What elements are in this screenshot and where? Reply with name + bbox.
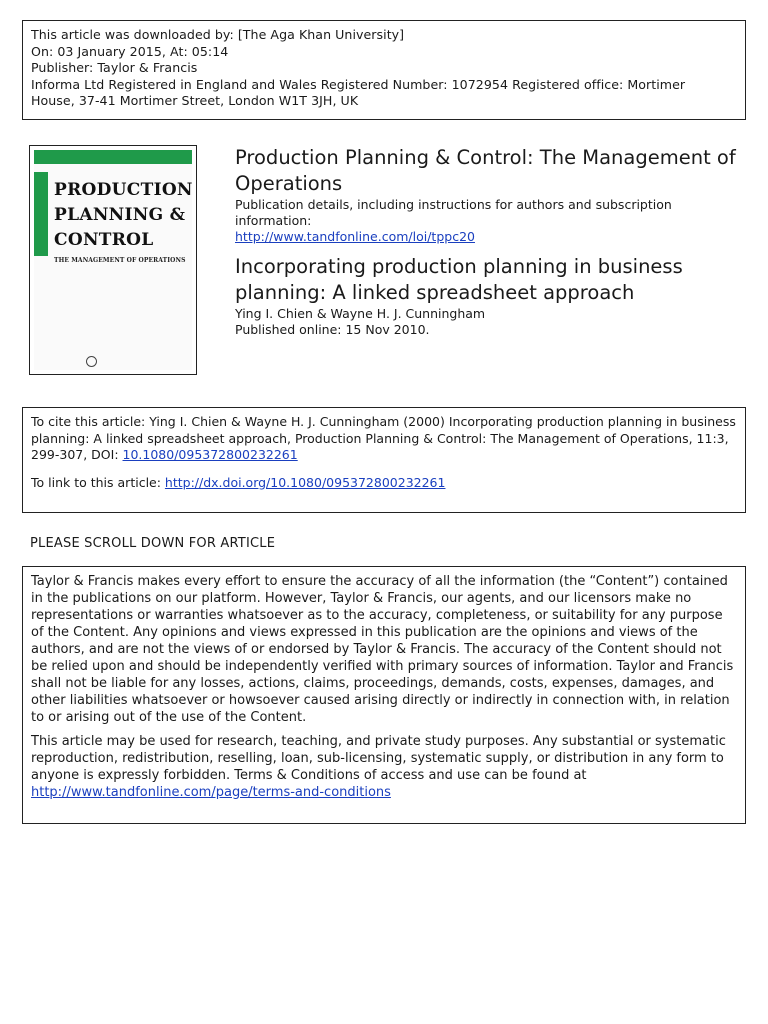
cover-top-strip	[34, 150, 192, 164]
journal-cover-image	[29, 145, 197, 375]
cover-title-line-1: PRODUCTION	[54, 180, 193, 200]
publisher-logo-icon	[86, 356, 97, 367]
cover-green-bar	[34, 172, 48, 256]
citation-box	[22, 407, 746, 513]
cover-title	[54, 178, 193, 253]
published-date: Published online: 15 Nov 2010.	[235, 322, 430, 337]
terms-conditions-link[interactable]: http://www.tandfonline.com/page/terms-and-conditions	[31, 785, 391, 800]
article-title: Incorporating production planning in business planning: A linked spreadsheet approach	[235, 255, 683, 304]
link-to-article	[31, 475, 737, 492]
article-doi-url-link[interactable]: http://dx.doi.org/10.1080/095372800232261	[164, 474, 446, 490]
journal-url-link[interactable]: http://www.tandfonline.com/loi/tppc20	[235, 229, 475, 244]
cover-title-line-2: PLANNING &	[54, 205, 186, 225]
publication-details: Publication details, including instructions for authors and subscription information:	[235, 197, 672, 228]
download-info-box	[22, 20, 746, 120]
publisher-line: Publisher: Taylor & Francis	[31, 60, 198, 75]
link-label: To link to this article:	[31, 474, 165, 490]
downloaded-by-line: This article was downloaded by: [The Aga Khan University]	[31, 27, 405, 42]
scroll-notice: PLEASE SCROLL DOWN FOR ARTICLE	[30, 536, 276, 551]
doi-link[interactable]: 10.1080/095372800232261	[122, 447, 298, 462]
usage-terms-text: This article may be used for research, teaching, and private study purposes. Any substantial or systematic reproduction, redistribution, reselling, loan, sub-licensing, systematic supply, or distribution in any form to anyone is expressly forbidden. Terms & Conditions of access and use can be found at	[31, 734, 726, 783]
disclaimer-box	[22, 566, 746, 824]
citation-body: To cite this article: Ying I. Chien & Wayne H. J. Cunningham (2000) Incorporating production planning in business planning: A linked spreadsheet approach, Production Planning & Control: The Management of Operations, 11:3, 299-307, DOI:	[31, 414, 736, 462]
address-line: House, 37-41 Mortimer Street, London W1T 3JH, UK	[31, 93, 359, 108]
cover-page	[34, 150, 192, 370]
cover-subtitle: THE MANAGEMENT OF OPERATIONS	[54, 257, 186, 264]
journal-title: Production Planning & Control: The Management of Operations	[235, 146, 736, 195]
article-authors: Ying I. Chien & Wayne H. J. Cunningham	[235, 306, 486, 321]
journal-info	[235, 145, 745, 338]
citation-text	[31, 414, 737, 464]
cover-title-line-3: CONTROL	[54, 230, 154, 250]
disclaimer-paragraph-2	[31, 733, 737, 801]
disclaimer-paragraph-1: Taylor & Francis makes every effort to ensure the accuracy of all the information (the “Content”) contained in the publications on our platform. However, Taylor & Francis, our agents, and our licensors make no representations or warranties whatsoever as to the accuracy, completeness, or suitability for any purpose of the Content. Any opinions and views expressed in this publication are the opinions and views of the authors, and are not the views of or endorsed by Taylor & Francis. The accuracy of the Content should not be relied upon and should be independently verified with primary sources of information. Taylor and Francis shall not be liable for any losses, actions, claims, proceedings, demands, costs, expenses, damages, and other liabilities whatsoever or howsoever caused arising directly or indirectly in connection with, in relation to or arising out of the use of the Content.	[31, 574, 734, 725]
download-date-line: On: 03 January 2015, At: 05:14	[31, 43, 229, 59]
registration-line: Informa Ltd Registered in England and Wales Registered Number: 1072954 Registered office: Mortimer	[31, 76, 686, 92]
